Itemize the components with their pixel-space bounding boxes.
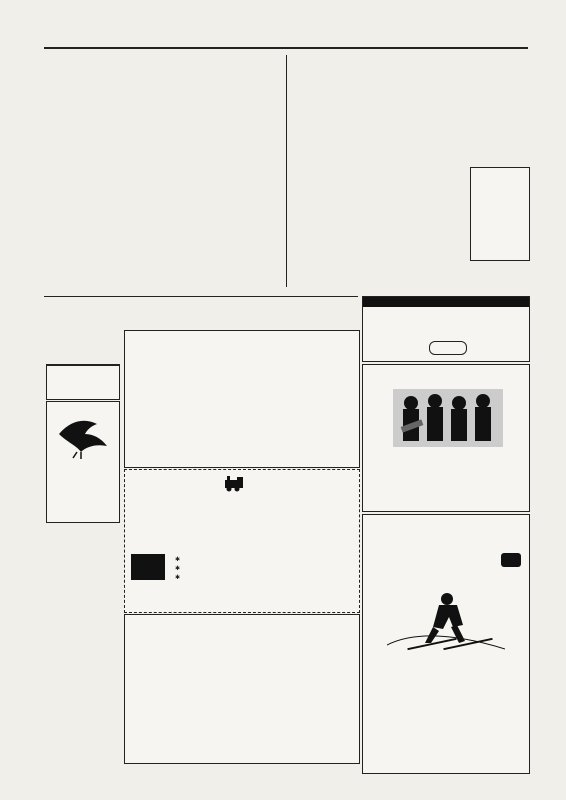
article1-col3 <box>204 100 282 286</box>
on-campus-col3 <box>204 299 278 329</box>
zz99-ad <box>362 364 530 512</box>
optometrist-lines <box>471 168 529 170</box>
on-campus-col4 <box>284 299 358 329</box>
minskys-logo <box>429 341 467 355</box>
whistle-bullets <box>175 556 355 583</box>
article2-col3 <box>410 94 466 286</box>
article1-col1 <box>44 113 117 279</box>
kodak-logo <box>131 554 165 580</box>
star-icon: ✱ <box>175 557 181 563</box>
ski-ad <box>362 514 530 774</box>
star-icon: ✱ <box>175 566 181 572</box>
whistle-bullet <box>175 574 355 583</box>
article1-col2b <box>121 208 199 286</box>
band-photo <box>393 389 503 447</box>
computerark-lines <box>47 366 119 368</box>
whistle-stop-ad <box>124 469 360 613</box>
optometrist-ad <box>470 167 530 261</box>
article1-pullquote <box>121 143 199 207</box>
article2-col1 <box>294 106 347 286</box>
article1-col2 <box>121 100 199 142</box>
header-rule <box>44 47 528 49</box>
on-campus-col1 <box>44 299 118 359</box>
dove-icon <box>57 416 109 460</box>
minskys-ad <box>362 296 530 362</box>
whistle-bullet <box>175 565 355 574</box>
seniors-ad <box>124 330 360 468</box>
article2-col4 <box>470 94 528 164</box>
train-icon <box>223 476 247 492</box>
bahai-intro <box>47 402 119 406</box>
whistle-bullet <box>175 556 355 565</box>
naismith-ad <box>124 614 360 764</box>
skier-illustration <box>387 585 505 655</box>
on-campus-col2 <box>124 299 198 329</box>
minskys-title-bar <box>363 297 529 307</box>
column-divider <box>286 55 287 287</box>
star-icon: ✱ <box>175 575 181 581</box>
article2-col2 <box>351 94 406 286</box>
computerark-ad <box>46 364 120 400</box>
lite-logo <box>501 553 521 567</box>
bahai-ad <box>46 401 120 523</box>
on-campus-rule <box>44 296 358 297</box>
